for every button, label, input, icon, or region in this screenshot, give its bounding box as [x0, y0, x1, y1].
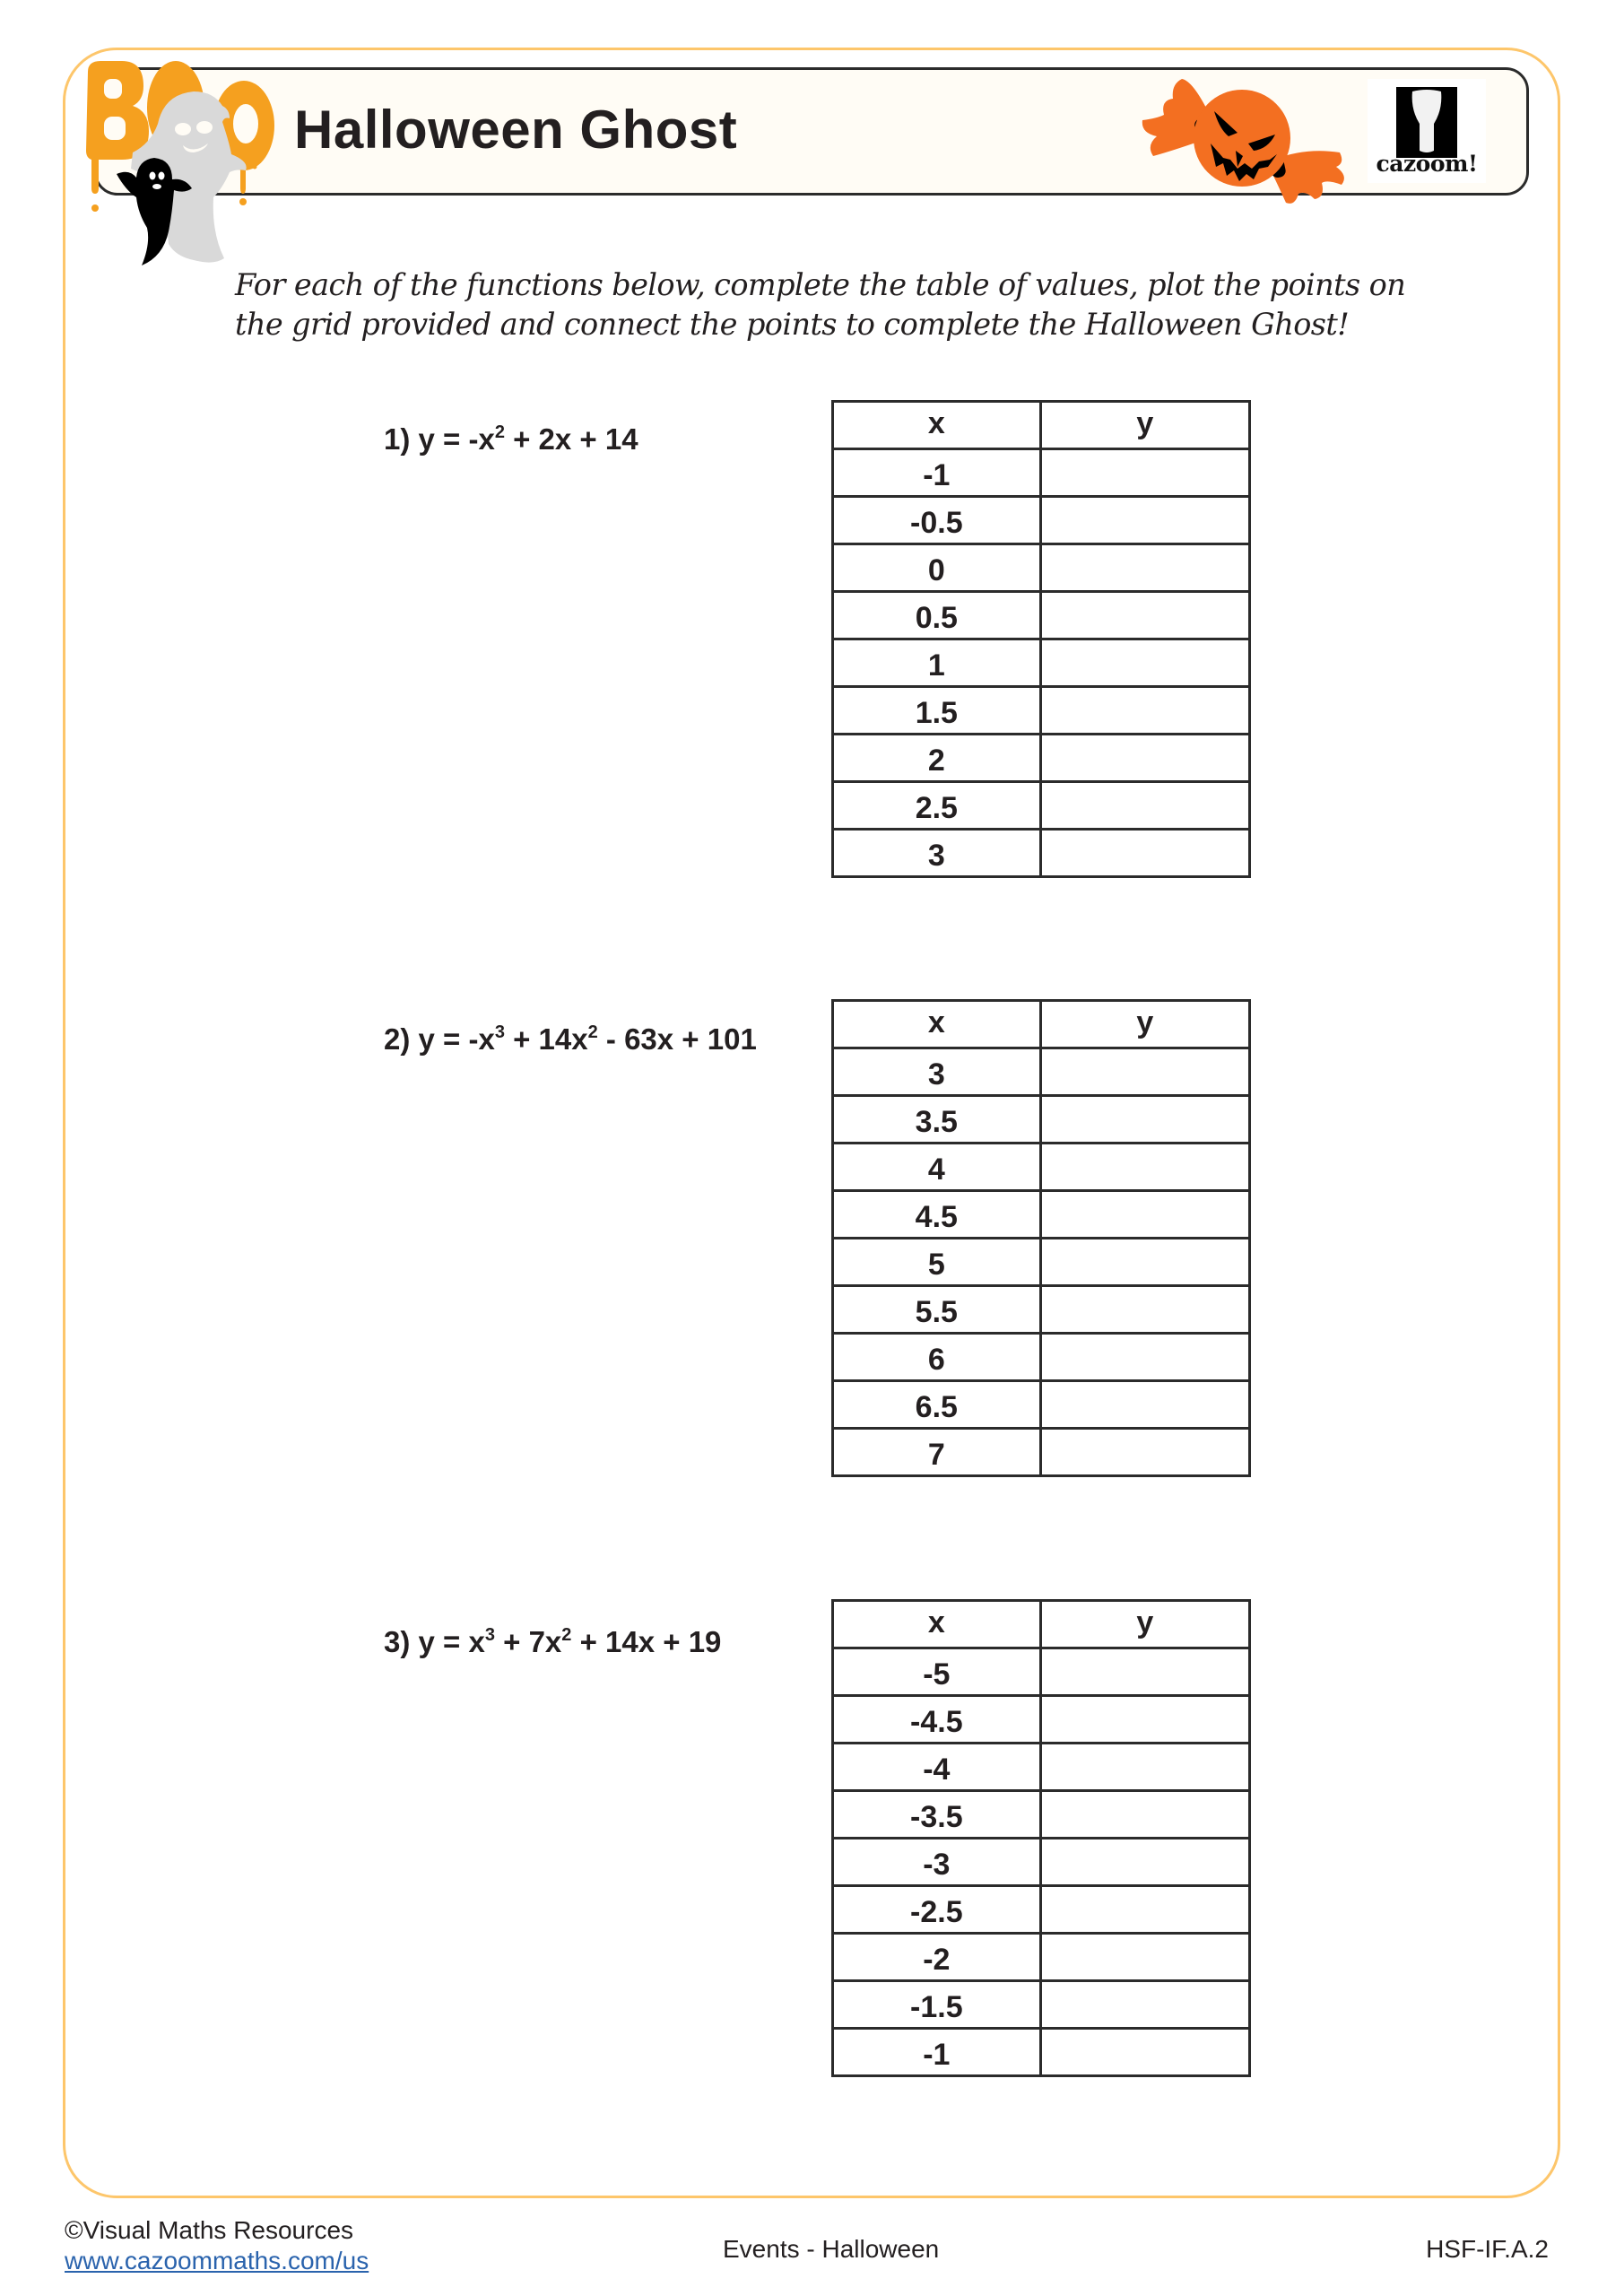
- y-answer-cell[interactable]: [1040, 1239, 1249, 1286]
- y-answer-cell[interactable]: [1040, 1839, 1249, 1886]
- x-value: -1: [833, 449, 1041, 497]
- equation-text: y = -x: [418, 422, 495, 456]
- equation-text: y = -x: [418, 1022, 495, 1056]
- header-x: x: [833, 1001, 1041, 1048]
- table-row: [833, 735, 1250, 782]
- x-value: -2.5: [833, 1886, 1041, 1934]
- y-answer-cell[interactable]: [1040, 1286, 1249, 1334]
- y-answer-cell[interactable]: [1040, 1648, 1249, 1696]
- y-answer-cell[interactable]: [1040, 1429, 1249, 1476]
- table-row: [833, 1429, 1250, 1476]
- table-row: [833, 1934, 1250, 1981]
- copyright-text: ©Visual Maths Resources: [65, 2216, 354, 2244]
- problem-number: 1): [384, 422, 411, 456]
- table-row: [833, 1334, 1250, 1381]
- jack-o-lantern-candy-icon: [1137, 74, 1352, 208]
- y-answer-cell[interactable]: [1040, 1334, 1249, 1381]
- table-row: [833, 1286, 1250, 1334]
- instructions-line-1: For each of the functions below, complete the table of values, plot the points on: [235, 267, 1406, 302]
- problem-number: 3): [384, 1625, 411, 1658]
- website-link[interactable]: www.cazoommaths.com/us: [65, 2247, 369, 2274]
- x-value: 3.5: [833, 1096, 1041, 1144]
- header-y: y: [1040, 1001, 1249, 1048]
- y-answer-cell[interactable]: [1040, 1048, 1249, 1096]
- values-table-3: [831, 1599, 1251, 2077]
- x-value: -3: [833, 1839, 1041, 1886]
- table-header-row: [833, 402, 1250, 449]
- y-answer-cell[interactable]: [1040, 544, 1249, 592]
- exponent: 3: [484, 1625, 495, 1645]
- equation-3: [384, 1624, 721, 1665]
- x-value: 7: [833, 1429, 1041, 1476]
- table-row: [833, 544, 1250, 592]
- x-value: 5.5: [833, 1286, 1041, 1334]
- x-value: -2: [833, 1934, 1041, 1981]
- x-value: 1.5: [833, 687, 1041, 735]
- table-row: [833, 1839, 1250, 1886]
- equation-text: + 14x + 19: [571, 1625, 722, 1658]
- y-answer-cell[interactable]: [1040, 1381, 1249, 1429]
- exponent: 2: [561, 1625, 572, 1645]
- y-answer-cell[interactable]: [1040, 2029, 1249, 2076]
- y-answer-cell[interactable]: [1040, 1096, 1249, 1144]
- table-row: [833, 687, 1250, 735]
- equation-1: [384, 422, 638, 462]
- boo-ghosts-icon: [79, 54, 281, 269]
- x-value: 3: [833, 1048, 1041, 1096]
- table-row: [833, 1696, 1250, 1744]
- values-table-1: [831, 400, 1251, 878]
- table-row: [833, 592, 1250, 639]
- page-frame: [63, 48, 1560, 2198]
- x-value: 3: [833, 830, 1041, 877]
- djembe-drum-icon: [1368, 79, 1486, 160]
- y-answer-cell[interactable]: [1040, 1934, 1249, 1981]
- table-row: [833, 449, 1250, 497]
- table-row: [833, 497, 1250, 544]
- equation-text: y = x: [418, 1625, 485, 1658]
- exponent: 3: [494, 1022, 505, 1042]
- equation-2: [384, 1022, 757, 1062]
- x-value: 4: [833, 1144, 1041, 1191]
- x-value: -4: [833, 1744, 1041, 1791]
- values-table-2: [831, 999, 1251, 1477]
- table-row: [833, 1648, 1250, 1696]
- y-answer-cell[interactable]: [1040, 1191, 1249, 1239]
- table-row: [833, 1096, 1250, 1144]
- x-value: -3.5: [833, 1791, 1041, 1839]
- x-value: 6.5: [833, 1381, 1041, 1429]
- y-answer-cell[interactable]: [1040, 1744, 1249, 1791]
- y-answer-cell[interactable]: [1040, 592, 1249, 639]
- equation-text: + 7x: [494, 1625, 562, 1658]
- x-value: -0.5: [833, 497, 1041, 544]
- exponent: 2: [587, 1022, 598, 1042]
- header-x: x: [833, 1601, 1041, 1648]
- equation-text: + 14x: [504, 1022, 588, 1056]
- y-answer-cell[interactable]: [1040, 830, 1249, 877]
- x-value: 1: [833, 639, 1041, 687]
- problem-number: 2): [384, 1022, 411, 1056]
- x-value: 0.5: [833, 592, 1041, 639]
- footer-category: Events - Halloween: [723, 2235, 940, 2263]
- table-row: [833, 1381, 1250, 1429]
- header-y: y: [1040, 402, 1249, 449]
- x-value: 0: [833, 544, 1041, 592]
- instructions: [235, 265, 1490, 344]
- x-value: 2: [833, 735, 1041, 782]
- y-answer-cell[interactable]: [1040, 1696, 1249, 1744]
- table-row: [833, 782, 1250, 830]
- y-answer-cell[interactable]: [1040, 687, 1249, 735]
- table-row: [833, 830, 1250, 877]
- cazoom-logo: [1368, 79, 1486, 183]
- y-answer-cell[interactable]: [1040, 639, 1249, 687]
- equation-text: - 63x + 101: [597, 1022, 757, 1056]
- y-answer-cell[interactable]: [1040, 1144, 1249, 1191]
- footer-credits: [65, 2215, 369, 2276]
- y-answer-cell[interactable]: [1040, 1981, 1249, 2029]
- table-header-row: [833, 1001, 1250, 1048]
- x-value: 2.5: [833, 782, 1041, 830]
- y-answer-cell[interactable]: [1040, 1791, 1249, 1839]
- x-value: 6: [833, 1334, 1041, 1381]
- equation-text: + 2x + 14: [504, 422, 638, 456]
- table-header-row: [833, 1601, 1250, 1648]
- header-y: y: [1040, 1601, 1249, 1648]
- x-value: 4.5: [833, 1191, 1041, 1239]
- y-answer-cell[interactable]: [1040, 735, 1249, 782]
- y-answer-cell[interactable]: [1040, 1886, 1249, 1934]
- table-row: [833, 639, 1250, 687]
- exponent: 2: [494, 422, 505, 442]
- x-value: -4.5: [833, 1696, 1041, 1744]
- page-title: Halloween Ghost: [294, 100, 738, 160]
- instructions-line-2: the grid provided and connect the points to complete the Halloween Ghost!: [235, 307, 1350, 342]
- y-answer-cell[interactable]: [1040, 497, 1249, 544]
- table-row: [833, 2029, 1250, 2076]
- table-row: [833, 1981, 1250, 2029]
- x-value: -1.5: [833, 1981, 1041, 2029]
- table-row: [833, 1048, 1250, 1096]
- footer-standard-code: HSF-IF.A.2: [1426, 2235, 1549, 2263]
- x-value: -1: [833, 2029, 1041, 2076]
- y-answer-cell[interactable]: [1040, 449, 1249, 497]
- table-row: [833, 1886, 1250, 1934]
- x-value: -5: [833, 1648, 1041, 1696]
- table-row: [833, 1144, 1250, 1191]
- table-row: [833, 1191, 1250, 1239]
- x-value: 5: [833, 1239, 1041, 1286]
- y-answer-cell[interactable]: [1040, 782, 1249, 830]
- header-x: x: [833, 402, 1041, 449]
- table-row: [833, 1239, 1250, 1286]
- table-row: [833, 1744, 1250, 1791]
- logo-text: cazoom!: [1376, 151, 1478, 177]
- table-row: [833, 1791, 1250, 1839]
